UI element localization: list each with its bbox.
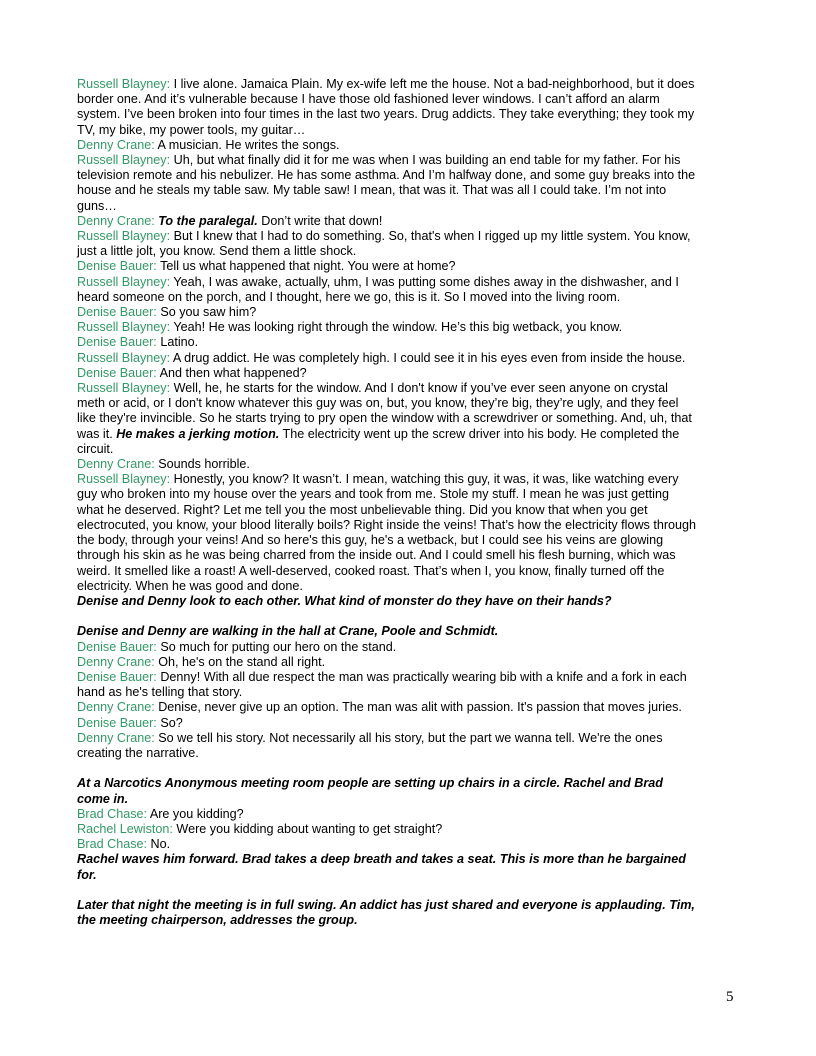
speaker-name: Brad Chase:: [77, 806, 148, 821]
dialogue-line: [77, 320, 697, 335]
speaker-name: Brad Chase:: [77, 837, 148, 852]
dialogue-line: [77, 229, 697, 259]
dialogue-line: [77, 153, 697, 214]
dialogue-line: [77, 807, 697, 822]
speaker-name: Denise Bauer:: [77, 335, 157, 350]
speaker-name: Russell Blayney:: [77, 320, 171, 335]
dialogue-text: Sounds horrible.: [158, 457, 250, 472]
dialogue-line: [77, 472, 697, 594]
dialogue-text: So?: [160, 715, 183, 730]
dialogue-text: So much for putting our hero on the stand.: [160, 639, 397, 654]
page-number: 5: [726, 989, 734, 1005]
speaker-name: Russell Blayney:: [77, 381, 171, 396]
dialogue-line: [77, 457, 697, 472]
dialogue-line: [77, 351, 697, 366]
dialogue-text: So you saw him?: [160, 305, 257, 320]
dialogue-text: Uh, but what finally did it for me was when I was building an end table for my father. For his television remote and his nebulizer. He has some asthma. And I’m halfway done, and some guy breaks into the house and he steals my table saw. My table saw! I mean, that was it. That was all I could take. I’m not into guns…: [77, 153, 696, 213]
dialogue-line: [77, 670, 697, 700]
speaker-name: Russell Blayney:: [77, 229, 171, 244]
speaker-name: Russell Blayney:: [77, 153, 171, 168]
dialogue-line: [77, 716, 697, 731]
stage-direction: At a Narcotics Anonymous meeting room people are setting up chairs in a circle. Rachel and Brad come in.: [77, 776, 663, 806]
dialogue-text: Yeah! He was looking right through the window. He’s this big wetback, you know.: [173, 320, 623, 335]
dialogue-text: A drug addict. He was completely high. I could see it in his eyes even from inside the house.: [172, 350, 686, 365]
speaker-name: Denise Bauer:: [77, 259, 157, 274]
dialogue-line: [77, 335, 697, 350]
speaker-name: Denny Crane:: [77, 213, 155, 228]
stage-direction: Denise and Denny are walking in the hall at Crane, Poole and Schmidt.: [77, 624, 499, 639]
speaker-name: Russell Blayney:: [77, 274, 171, 289]
dialogue-line: [77, 731, 697, 761]
speaker-name: Denise Bauer:: [77, 365, 157, 380]
dialogue-text: Well, he, he starts for the window. And I don't know if you’ve ever seen anyone on crystal meth or acid, or I don't know whatever this guy was on, but, you know, they’re big, they’re ugly, and they feel like they're invincible. So he starts trying to pry open the window with a screwdriver or something. And, uh, that was it.: [77, 381, 692, 441]
dialogue-text: No.: [150, 837, 171, 852]
speaker-name: Denise Bauer:: [77, 305, 157, 320]
speaker-name: Denny Crane:: [77, 137, 155, 152]
dialogue-text: I live alone. Jamaica Plain. My ex-wife left me the house. Not a bad-neighborhood, but it does border one. And it’s vulnerable because I have those old fashioned lever windows. I can’t afford an alarm system. I’ve been broken into four times in the last two years. Drug addicts. They take everything; they took my TV, my bike, my power tools, my guitar…: [77, 77, 695, 137]
blank-line: [77, 609, 697, 624]
dialogue-text: Denny! With all due respect the man was practically wearing bib with a knife and a fork in each hand as he's telling that story.: [77, 669, 687, 700]
speaker-name: Denise Bauer:: [77, 639, 157, 654]
inline-direction: To the paralegal.: [158, 213, 258, 228]
speaker-name: Denise Bauer:: [77, 669, 157, 684]
dialogue-text: Were you kidding about wanting to get straight?: [176, 821, 443, 836]
blank-line: [77, 883, 697, 898]
script-body: [77, 77, 697, 928]
speaker-name: Denise Bauer:: [77, 715, 157, 730]
speaker-name: Russell Blayney:: [77, 350, 171, 365]
speaker-name: Denny Crane:: [77, 730, 155, 745]
blank-line: [77, 761, 697, 776]
dialogue-line: [77, 381, 697, 457]
dialogue-line: [77, 138, 697, 153]
stage-direction: Rachel waves him forward. Brad takes a deep breath and takes a seat. This is more than he bargained for.: [77, 852, 686, 882]
inline-direction: He makes a jerking motion.: [116, 426, 280, 441]
dialogue-line: [77, 837, 697, 852]
dialogue-line: [77, 77, 697, 138]
dialogue-text: Denise, never give up an option. The man was alit with passion. It's passion that moves juries.: [158, 700, 682, 715]
dialogue-line: [77, 259, 697, 274]
stage-direction: Later that night the meeting is in full swing. An addict has just shared and everyone is applauding. Tim, the meeting chairperson, addresses the group.: [77, 897, 695, 928]
dialogue-text: Tell us what happened that night. You were at home?: [160, 259, 456, 274]
dialogue-text: Yeah, I was awake, actually, uhm, I was putting some dishes away in the dishwasher, and I heard someone on the porch, and I thought, here we go, this is it. So I moved into the living room.: [77, 274, 679, 304]
dialogue-text: Oh, he's on the stand all right.: [158, 654, 326, 669]
dialogue-line: [77, 640, 697, 655]
dialogue-line: [77, 305, 697, 320]
speaker-name: Denny Crane:: [77, 654, 155, 669]
dialogue-text: And then what happened?: [159, 365, 307, 380]
dialogue-text: So we tell his story. Not necessarily all his story, but the part we wanna tell. We're the ones creating the narrative.: [77, 730, 663, 760]
dialogue-text: Don’t write that down!: [257, 213, 383, 228]
speaker-name: Denny Crane:: [77, 457, 155, 472]
dialogue-text: But I knew that I had to do something. So, that's when I rigged up my little system. You know, just a little jolt, you know. Send them a little shock.: [77, 229, 691, 259]
dialogue-text: Are you kidding?: [149, 806, 244, 821]
dialogue-line: [77, 275, 697, 305]
dialogue-text: Honestly, you know? It wasn’t. I mean, watching this guy, it was, it was, like watching every guy who broken into my house over the years and took from me. Stole my stuff. I mean he was just getting what he deserved. Right? Let me tell you the most unbelievable thing. Did you know that when you get electrocuted, you know, your blood literally boils? Right inside the veins! That’s how the electricity flows through the body, through your veins! And so here's this guy, he's a wetback, but I could see his veins are glowing through his skin as he was being charred from the inside out. And I could smell his flesh burning, which was weird. It smelled like a roast! A well-deserved, cooked roast. That’s when I, you know, finally turned off the electricity. When he was good and done.: [77, 472, 697, 593]
dialogue-text: A musician. He writes the songs.: [157, 137, 340, 152]
dialogue-text: Latino.: [160, 335, 199, 350]
dialogue-line: [77, 366, 697, 381]
speaker-name: Denny Crane:: [77, 700, 155, 715]
dialogue-line: [77, 700, 697, 715]
dialogue-line: [77, 214, 697, 229]
dialogue-line: [77, 655, 697, 670]
dialogue-text: The electricity went up the screw driver into his body. He completed the circuit.: [77, 426, 680, 456]
speaker-name: Russell Blayney:: [77, 77, 171, 91]
stage-direction: Denise and Denny look to each other. What kind of monster do they have on their hands?: [77, 593, 612, 608]
speaker-name: Rachel Lewiston:: [77, 821, 173, 836]
speaker-name: Russell Blayney:: [77, 472, 171, 487]
dialogue-line: [77, 822, 697, 837]
